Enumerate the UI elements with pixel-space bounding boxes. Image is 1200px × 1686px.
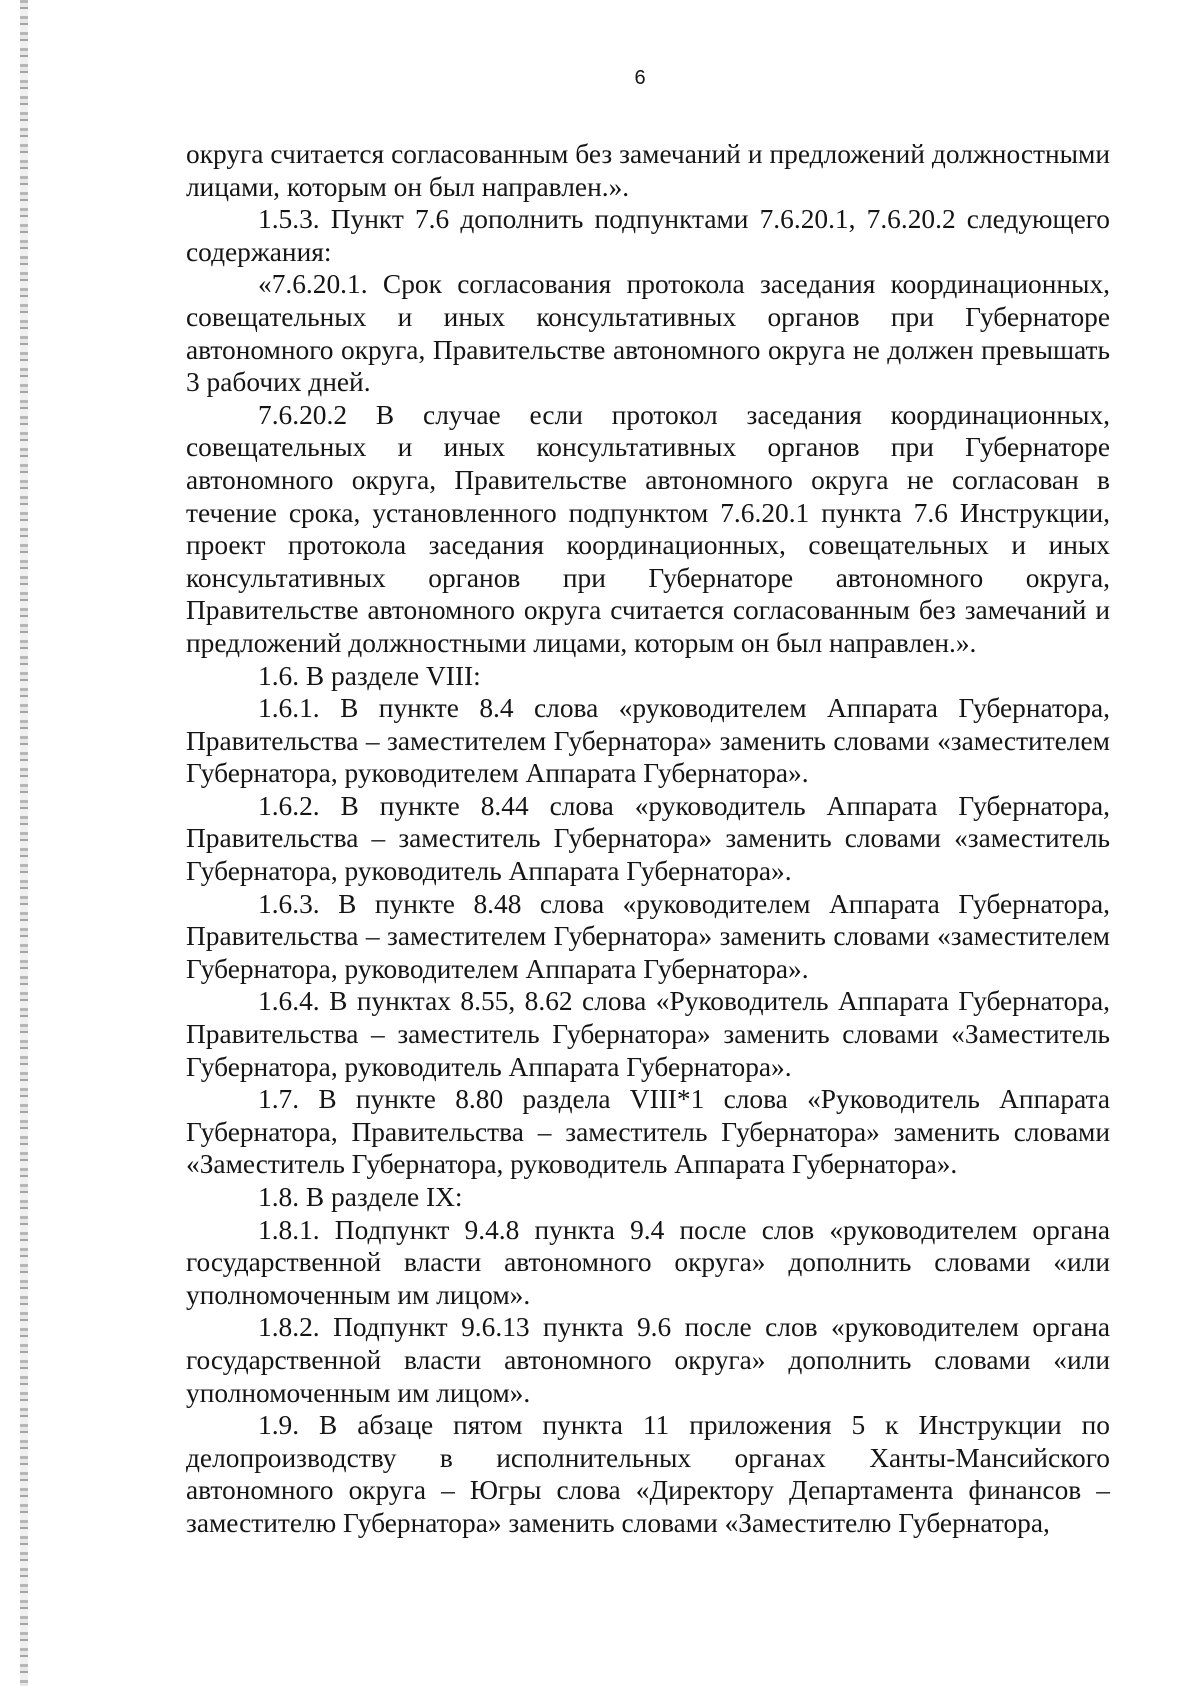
paragraph-1-7: 1.7. В пункте 8.80 раздела VIII*1 слова «Руководитель Аппарата Губернатора, Правительства – заместитель Губернатора» заменить словами «Заместитель Губернатора, руководитель Аппарата Губернатора». xyxy=(186,1084,1110,1180)
paragraph-7-6-20-1: «7.6.20.1. Срок согласования протокола заседания координационных, совещательных и иных консультативных органов при Губернаторе автономного округа, Правительстве автономного округа не должен превышать 3 рабочих дней. xyxy=(186,269,1110,398)
paragraph-1-6: 1.6. В разделе VIII: xyxy=(258,660,481,691)
paragraph-1-6-2: 1.6.2. В пункте 8.44 слова «руководитель Аппарата Губернатора, Правительства – заместитель Губернатора» заменить словами «заместитель Губернатора, руководитель Аппарата Губернатора». xyxy=(186,790,1110,887)
paragraph-1-6-1: 1.6.1. В пункте 8.4 слова «руководителем Аппарата Губернатора, Правительства – заместителем Губернатора» заменить словами «заместителем Губернатора, руководителем Аппарата Губернатора». xyxy=(186,693,1110,789)
paragraph-1-8-1: 1.8.1. Подпункт 9.4.8 пункта 9.4 после слов «руководителем органа государственной власти автономного округа» дополнить словами «или уполномоченным им лицом». xyxy=(186,1214,1110,1310)
paragraph-1-9: 1.9. В абзаце пятом пункта 11 приложения 5 к Инструкции по делопроизводству в исполнительных органах Ханты-Мансийского автономного округа – Югры слова «Директору Департамента финансов – заместителю Губернатора» заменить словами «Заместителю Губернатора, xyxy=(186,1410,1110,1538)
document-body xyxy=(186,138,1110,1540)
paragraph-1-6-4: 1.6.4. В пунктах 8.55, 8.62 слова «Руководитель Аппарата Губернатора, Правительства – заместитель Губернатора» заменить словами «Заместитель Губернатора, руководитель Аппарата Губернатора». xyxy=(186,986,1110,1082)
paragraph-1-8-2: 1.8.2. Подпункт 9.6.13 пункта 9.6 после слов «руководителем органа государственной власти автономного округа» дополнить словами «или уполномоченным им лицом». xyxy=(186,1312,1110,1408)
page-number: 6 xyxy=(634,67,646,89)
paragraph-1-8: 1.8. В разделе IX: xyxy=(258,1182,463,1212)
scan-edge-artifact xyxy=(20,0,28,1686)
paragraph-7-6-20-2: 7.6.20.2 В случае если протокол заседания координационных, совещательных и иных консультативных органов при Губернаторе автономного округа, Правительстве автономного округа не согласован в течение срока, установленного подпунктом 7.6.20.1 пункта 7.6 Инструкции, проект протокола заседания координационных, совещательных и иных консультативных органов при Губернаторе автономного округа, Правительстве автономного округа считается согласованным без замечаний и предложений должностными лицами, которым он был направлен.». xyxy=(186,399,1110,658)
paragraph-1-5-3: 1.5.3. Пункт 7.6 дополнить подпунктами 7.6.20.1, 7.6.20.2 следующего содержания: xyxy=(186,204,1110,267)
paragraph-1-6-3: 1.6.3. В пункте 8.48 слова «руководителем Аппарата Губернатора, Правительства – заместителем Губернатора» заменить словами «заместителем Губернатора, руководителем Аппарата Губернатора». xyxy=(186,888,1110,984)
paragraph-continuation: округа считается согласованным без замечаний и предложений должностными лицами, которым он был направлен.». xyxy=(186,139,1110,202)
